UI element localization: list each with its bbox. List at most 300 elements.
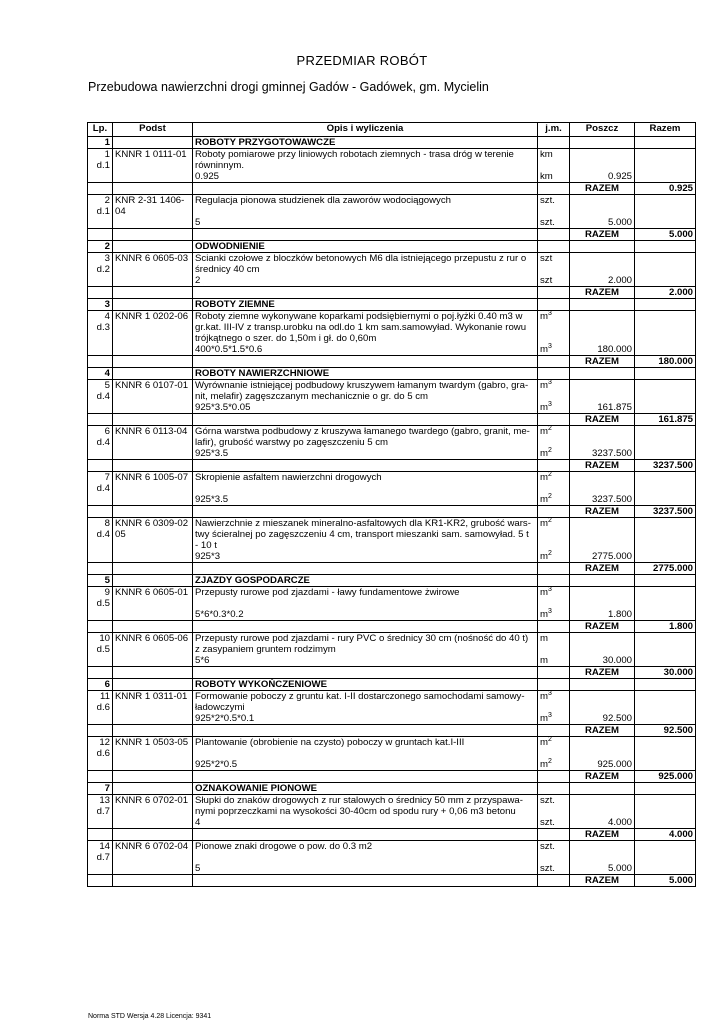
item-unit: [538, 333, 570, 344]
razem-row: [88, 621, 696, 633]
cost-estimate-table: [87, 122, 696, 887]
item-podst: [113, 322, 193, 333]
item-razem: [635, 737, 696, 749]
item-unit: [538, 160, 570, 171]
item-lp: 10: [88, 633, 113, 645]
item-razem: [635, 160, 696, 171]
calc-lp: [88, 551, 113, 563]
item-lp: 12: [88, 737, 113, 749]
item-unit: m: [538, 633, 570, 645]
unit-base: m: [540, 691, 548, 702]
section-podst: [113, 299, 193, 311]
item-podst: KNNR 1 0503-05: [113, 737, 193, 749]
item-unit: [538, 206, 570, 217]
calc-expression: 400*0.5*1.5*0.6: [193, 344, 538, 356]
razem-row: [88, 414, 696, 426]
razem-row: [88, 771, 696, 783]
calc-podst: [113, 494, 193, 506]
item-podst: [113, 540, 193, 551]
item-poszcz: [570, 587, 635, 599]
calc-poszcz-value: 30.000: [570, 655, 635, 667]
calc-unit: km: [538, 171, 570, 183]
razem-desc: [193, 414, 538, 426]
razem-total: 2775.000: [635, 563, 696, 575]
item-unit: [538, 426, 570, 438]
item-unit: [538, 702, 570, 713]
item-poszcz: [570, 633, 635, 645]
razem-podst: [113, 506, 193, 518]
item-description: [193, 598, 538, 609]
item-lp: 9: [88, 587, 113, 599]
item-unit: [538, 598, 570, 609]
item-description: [193, 206, 538, 217]
unit-exponent: 3: [548, 585, 552, 593]
item-row: [88, 518, 696, 530]
calc-razem: [635, 655, 696, 667]
section-row: [88, 679, 696, 691]
calc-row: [88, 402, 696, 414]
calc-lp: [88, 171, 113, 183]
calc-expression: 925*3.5: [193, 448, 538, 460]
item-row: [88, 333, 696, 344]
unit-exponent: 2: [548, 470, 552, 478]
section-podst: [113, 575, 193, 587]
item-row: [88, 633, 696, 645]
calc-unit: szt.: [538, 217, 570, 229]
calc-poszcz-value: 2775.000: [570, 551, 635, 563]
razem-jm: [538, 771, 570, 783]
calc-lp: [88, 713, 113, 725]
calc-podst: [113, 713, 193, 725]
column-header-opis: Opis i wyliczenia: [193, 123, 538, 137]
razem-desc: [193, 183, 538, 195]
unit-exponent: 2: [548, 424, 552, 432]
item-unit: [538, 518, 570, 530]
item-lp: 4: [88, 311, 113, 323]
section-jm: [538, 299, 570, 311]
item-unit: [538, 529, 570, 540]
section-jm: [538, 575, 570, 587]
item-lp: d.2: [88, 264, 113, 275]
razem-jm: [538, 667, 570, 679]
section-poszcz: [570, 783, 635, 795]
item-description: Słupki do znaków drogowych z rur stalowych o średnicy 50 mm z przyspawa-: [193, 795, 538, 807]
item-unit: [538, 806, 570, 817]
item-unit: [538, 644, 570, 655]
item-podst: KNNR 6 0309-02: [113, 518, 193, 530]
calc-razem: [635, 217, 696, 229]
section-row: [88, 299, 696, 311]
razem-total: 161.875: [635, 414, 696, 426]
razem-lp: [88, 621, 113, 633]
calc-expression: 925*3: [193, 551, 538, 563]
section-razem: [635, 299, 696, 311]
razem-lp: [88, 356, 113, 368]
item-row: [88, 253, 696, 265]
item-lp: d.7: [88, 852, 113, 863]
item-lp: d.6: [88, 702, 113, 713]
razem-row: [88, 829, 696, 841]
calc-lp: [88, 759, 113, 771]
calc-lp: [88, 655, 113, 667]
section-poszcz: [570, 679, 635, 691]
item-row: [88, 644, 696, 655]
item-poszcz: [570, 437, 635, 448]
calc-poszcz-value: 925.000: [570, 759, 635, 771]
razem-row: [88, 287, 696, 299]
calc-expression: 925*3.5: [193, 494, 538, 506]
calc-podst: [113, 863, 193, 875]
item-poszcz: [570, 806, 635, 817]
item-description: ładowczymi: [193, 702, 538, 713]
item-poszcz: [570, 333, 635, 344]
razem-row: [88, 667, 696, 679]
item-razem: [635, 691, 696, 703]
unit-exponent: 3: [548, 689, 552, 697]
item-poszcz: [570, 852, 635, 863]
item-row: [88, 841, 696, 853]
item-razem: [635, 518, 696, 530]
item-unit: [538, 852, 570, 863]
calc-razem: [635, 863, 696, 875]
razem-podst: [113, 183, 193, 195]
calc-row: [88, 171, 696, 183]
item-description: Roboty ziemne wykonywane koparkami podsiębiernymi o poj.łyżki 0.40 m3 w: [193, 311, 538, 323]
razem-podst: [113, 829, 193, 841]
calc-row: [88, 344, 696, 356]
item-row: [88, 160, 696, 171]
calc-unit: szt.: [538, 817, 570, 829]
item-podst: [113, 644, 193, 655]
item-lp: 6: [88, 426, 113, 438]
item-razem: [635, 748, 696, 759]
unit-exponent: 2: [548, 516, 552, 524]
razem-podst: [113, 287, 193, 299]
section-jm: [538, 783, 570, 795]
item-description: twy ścieralnej po zagęszczeniu 4 cm, transport mieszanki sam. samowyład. 5 t: [193, 529, 538, 540]
item-razem: [635, 472, 696, 484]
item-row: [88, 311, 696, 323]
item-razem: [635, 426, 696, 438]
column-header-lp: Lp.: [88, 123, 113, 137]
section-number: 5: [88, 575, 113, 587]
calc-lp: [88, 402, 113, 414]
item-poszcz: [570, 149, 635, 161]
item-poszcz: [570, 160, 635, 171]
razem-jm: [538, 563, 570, 575]
item-row: [88, 702, 696, 713]
calc-unit: [538, 402, 570, 414]
razem-desc: [193, 229, 538, 241]
item-podst: [113, 333, 193, 344]
razem-lp: [88, 667, 113, 679]
razem-jm: [538, 287, 570, 299]
item-unit: szt: [538, 253, 570, 265]
calc-row: [88, 494, 696, 506]
item-poszcz: [570, 737, 635, 749]
calc-podst: [113, 551, 193, 563]
table-body: [88, 137, 696, 887]
calc-row: [88, 275, 696, 287]
razem-label: RAZEM: [570, 563, 635, 575]
item-podst: 05: [113, 529, 193, 540]
item-row: [88, 852, 696, 863]
section-title: ODWODNIENIE: [193, 241, 538, 253]
item-row: [88, 195, 696, 207]
razem-podst: [113, 229, 193, 241]
section-podst: [113, 679, 193, 691]
calc-razem: [635, 713, 696, 725]
razem-podst: [113, 356, 193, 368]
section-row: [88, 783, 696, 795]
item-row: [88, 540, 696, 551]
item-lp: 8: [88, 518, 113, 530]
item-lp: d.5: [88, 644, 113, 655]
calc-unit: [538, 344, 570, 356]
section-title: ROBOTY PRZYGOTOWAWCZE: [193, 137, 538, 149]
item-podst: KNNR 6 0605-01: [113, 587, 193, 599]
razem-podst: [113, 460, 193, 472]
section-title: ROBOTY ZIEMNE: [193, 299, 538, 311]
calc-expression: 925*3.5*0.05: [193, 402, 538, 414]
section-poszcz: [570, 299, 635, 311]
calc-expression: 4: [193, 817, 538, 829]
unit-base: m: [540, 472, 548, 483]
calc-lp: [88, 275, 113, 287]
calc-razem: [635, 494, 696, 506]
item-lp: [88, 540, 113, 551]
item-lp: d.1: [88, 160, 113, 171]
item-unit: szt.: [538, 195, 570, 207]
calc-podst: [113, 217, 193, 229]
item-razem: [635, 587, 696, 599]
item-unit: [538, 380, 570, 392]
razem-lp: [88, 183, 113, 195]
calc-expression: 5: [193, 217, 538, 229]
calc-row: [88, 713, 696, 725]
calc-poszcz-value: 4.000: [570, 817, 635, 829]
razem-jm: [538, 506, 570, 518]
item-lp: 7: [88, 472, 113, 484]
item-description: średnicy 40 cm: [193, 264, 538, 275]
item-razem: [635, 149, 696, 161]
razem-label: RAZEM: [570, 183, 635, 195]
item-razem: [635, 437, 696, 448]
item-unit: [538, 264, 570, 275]
item-unit: [538, 540, 570, 551]
calc-expression: 2: [193, 275, 538, 287]
item-description: - 10 t: [193, 540, 538, 551]
document-title: PRZEDMIAR ROBÓT: [296, 53, 428, 68]
item-row: [88, 737, 696, 749]
item-lp: 1: [88, 149, 113, 161]
calc-poszcz-value: 92.500: [570, 713, 635, 725]
section-podst: [113, 783, 193, 795]
item-poszcz: [570, 748, 635, 759]
column-header-razem: Razem: [635, 123, 696, 137]
calc-razem: [635, 609, 696, 621]
calc-razem: [635, 817, 696, 829]
item-poszcz: [570, 691, 635, 703]
section-title: OZNAKOWANIE PIONOWE: [193, 783, 538, 795]
item-razem: [635, 322, 696, 333]
item-poszcz: [570, 195, 635, 207]
section-poszcz: [570, 241, 635, 253]
item-description: Plantowanie (obrobienie na czysto) poboczy w gruntach kat.I-III: [193, 737, 538, 749]
item-razem: [635, 333, 696, 344]
section-title: ZJAZDY GOSPODARCZE: [193, 575, 538, 587]
calc-podst: [113, 655, 193, 667]
section-razem: [635, 575, 696, 587]
razem-total: 0.925: [635, 183, 696, 195]
section-row: [88, 137, 696, 149]
item-podst: [113, 483, 193, 494]
razem-label: RAZEM: [570, 229, 635, 241]
razem-total: 5.000: [635, 229, 696, 241]
item-poszcz: [570, 702, 635, 713]
calc-razem: [635, 275, 696, 287]
item-unit: [538, 748, 570, 759]
item-description: Przepusty rurowe pod zjazdami - rury PVC o średnicy 30 cm (nośność do 40 t): [193, 633, 538, 645]
unit-exponent: 3: [548, 309, 552, 317]
item-razem: [635, 529, 696, 540]
razem-label: RAZEM: [570, 667, 635, 679]
item-unit: [538, 483, 570, 494]
calc-lp: [88, 863, 113, 875]
item-podst: KNNR 1 0311-01: [113, 691, 193, 703]
item-razem: [635, 852, 696, 863]
section-number: 4: [88, 368, 113, 380]
item-podst: [113, 437, 193, 448]
column-header-jm: j.m.: [538, 123, 570, 137]
calc-unit: m: [538, 655, 570, 667]
calc-row: [88, 609, 696, 621]
razem-jm: [538, 356, 570, 368]
item-poszcz: [570, 264, 635, 275]
item-podst: [113, 806, 193, 817]
unit-exponent: 3: [548, 378, 552, 386]
razem-podst: [113, 667, 193, 679]
razem-label: RAZEM: [570, 621, 635, 633]
razem-row: [88, 875, 696, 887]
razem-label: RAZEM: [570, 771, 635, 783]
item-poszcz: [570, 391, 635, 402]
item-row: [88, 472, 696, 484]
item-description: [193, 852, 538, 863]
razem-desc: [193, 875, 538, 887]
calc-poszcz-value: 0.925: [570, 171, 635, 183]
calc-row: [88, 217, 696, 229]
item-row: [88, 322, 696, 333]
razem-lp: [88, 563, 113, 575]
item-podst: [113, 852, 193, 863]
razem-label: RAZEM: [570, 875, 635, 887]
calc-expression: 5*6*0.3*0.2: [193, 609, 538, 621]
item-razem: [635, 311, 696, 323]
razem-desc: [193, 621, 538, 633]
item-poszcz: [570, 253, 635, 265]
razem-desc: [193, 563, 538, 575]
item-poszcz: [570, 380, 635, 392]
calc-razem: [635, 551, 696, 563]
calc-unit: [538, 759, 570, 771]
item-unit: [538, 322, 570, 333]
unit-exponent: 2: [548, 735, 552, 743]
item-podst: KNNR 1 0202-06: [113, 311, 193, 323]
calc-podst: [113, 275, 193, 287]
calc-unit: [538, 551, 570, 563]
calc-poszcz-value: 161.875: [570, 402, 635, 414]
item-podst: KNNR 6 0605-03: [113, 253, 193, 265]
item-lp: d.6: [88, 748, 113, 759]
item-lp: d.4: [88, 391, 113, 402]
item-lp: d.1: [88, 206, 113, 217]
section-jm: [538, 137, 570, 149]
calc-razem: [635, 171, 696, 183]
item-row: [88, 206, 696, 217]
item-podst: [113, 748, 193, 759]
item-podst: KNR 2-31 1406-: [113, 195, 193, 207]
razem-lp: [88, 725, 113, 737]
item-poszcz: [570, 206, 635, 217]
item-lp: 3: [88, 253, 113, 265]
item-description: Nawierzchnie z mieszanek mineralno-asfaltowych dla KR1-KR2, grubość wars-: [193, 518, 538, 530]
razem-desc: [193, 287, 538, 299]
razem-desc: [193, 506, 538, 518]
item-row: [88, 598, 696, 609]
item-poszcz: [570, 529, 635, 540]
unit-exponent: 3: [548, 711, 552, 719]
unit-exponent: 2: [548, 549, 552, 557]
item-razem: [635, 644, 696, 655]
section-number: 6: [88, 679, 113, 691]
unit-base: m: [540, 587, 548, 598]
razem-total: 180.000: [635, 356, 696, 368]
item-podst: KNNR 6 0113-04: [113, 426, 193, 438]
razem-desc: [193, 829, 538, 841]
razem-row: [88, 356, 696, 368]
item-razem: [635, 702, 696, 713]
item-razem: [635, 391, 696, 402]
razem-total: 1.800: [635, 621, 696, 633]
razem-label: RAZEM: [570, 356, 635, 368]
item-razem: [635, 206, 696, 217]
calc-lp: [88, 217, 113, 229]
razem-jm: [538, 725, 570, 737]
item-unit: [538, 472, 570, 484]
item-description: Regulacja pionowa studzienek dla zaworów wodociągowych: [193, 195, 538, 207]
razem-desc: [193, 460, 538, 472]
section-podst: [113, 241, 193, 253]
item-podst: [113, 160, 193, 171]
calc-expression: 925*2*0.5: [193, 759, 538, 771]
section-podst: [113, 137, 193, 149]
razem-total: 5.000: [635, 875, 696, 887]
item-description: z zasypaniem gruntem rodzimym: [193, 644, 538, 655]
item-podst: KNNR 6 0107-01: [113, 380, 193, 392]
calc-podst: [113, 171, 193, 183]
calc-unit: [538, 713, 570, 725]
item-description: [193, 748, 538, 759]
razem-lp: [88, 414, 113, 426]
item-poszcz: [570, 540, 635, 551]
razem-jm: [538, 229, 570, 241]
calc-unit: [538, 494, 570, 506]
item-poszcz: [570, 426, 635, 438]
calc-podst: [113, 609, 193, 621]
razem-jm: [538, 875, 570, 887]
calc-row: [88, 817, 696, 829]
